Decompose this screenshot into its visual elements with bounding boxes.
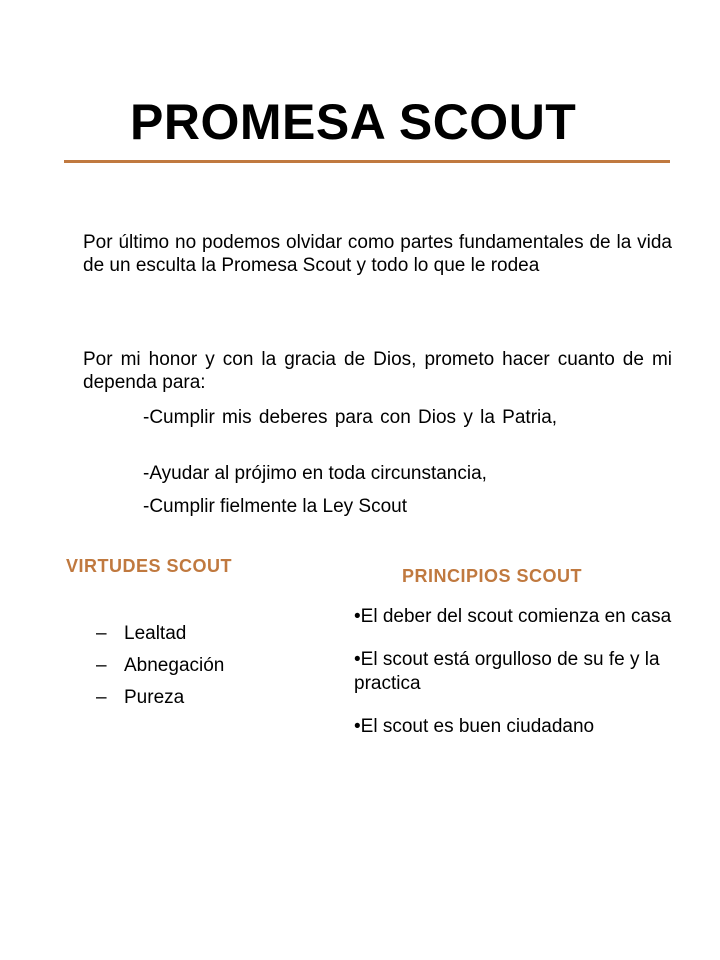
list-item: [96, 618, 224, 650]
intro-paragraph: Por último no podemos olvidar como partes fundamentales de la vida de un esculta la Promesa Scout y todo lo que le rodea: [83, 232, 672, 276]
list-item: •El scout es buen ciudadano: [354, 716, 595, 737]
list-item: [96, 650, 224, 682]
promise-line: -Cumplir fielmente la Ley Scout: [143, 496, 407, 517]
virtue-label: Pureza: [124, 687, 185, 708]
principios-heading: PRINCIPIOS SCOUT: [402, 566, 583, 586]
virtudes-list: [96, 618, 224, 714]
virtudes-heading: VIRTUDES SCOUT: [66, 556, 233, 576]
dash-marker: –: [96, 623, 107, 644]
promise-line: -Cumplir mis deberes para con Dios y la Patria,: [143, 407, 558, 428]
promise-line: -Ayudar al prójimo en toda circunstancia,: [143, 463, 487, 484]
principios-list: [354, 605, 704, 758]
dash-marker: –: [96, 655, 107, 676]
dash-marker: –: [96, 687, 107, 708]
list-item: •El deber del scout comienza en casa: [354, 606, 672, 627]
promise-opening: Por mi honor y con la gracia de Dios, prometo hacer cuanto de mi dependa para:: [83, 349, 672, 393]
virtue-label: Lealtad: [124, 623, 187, 644]
virtue-label: Abnegación: [124, 655, 225, 676]
page-title: PROMESA SCOUT: [130, 94, 577, 150]
list-item: •El scout está orgulloso de su fe y la practica: [354, 649, 660, 694]
title-divider: [64, 160, 670, 163]
list-item: [96, 682, 224, 714]
